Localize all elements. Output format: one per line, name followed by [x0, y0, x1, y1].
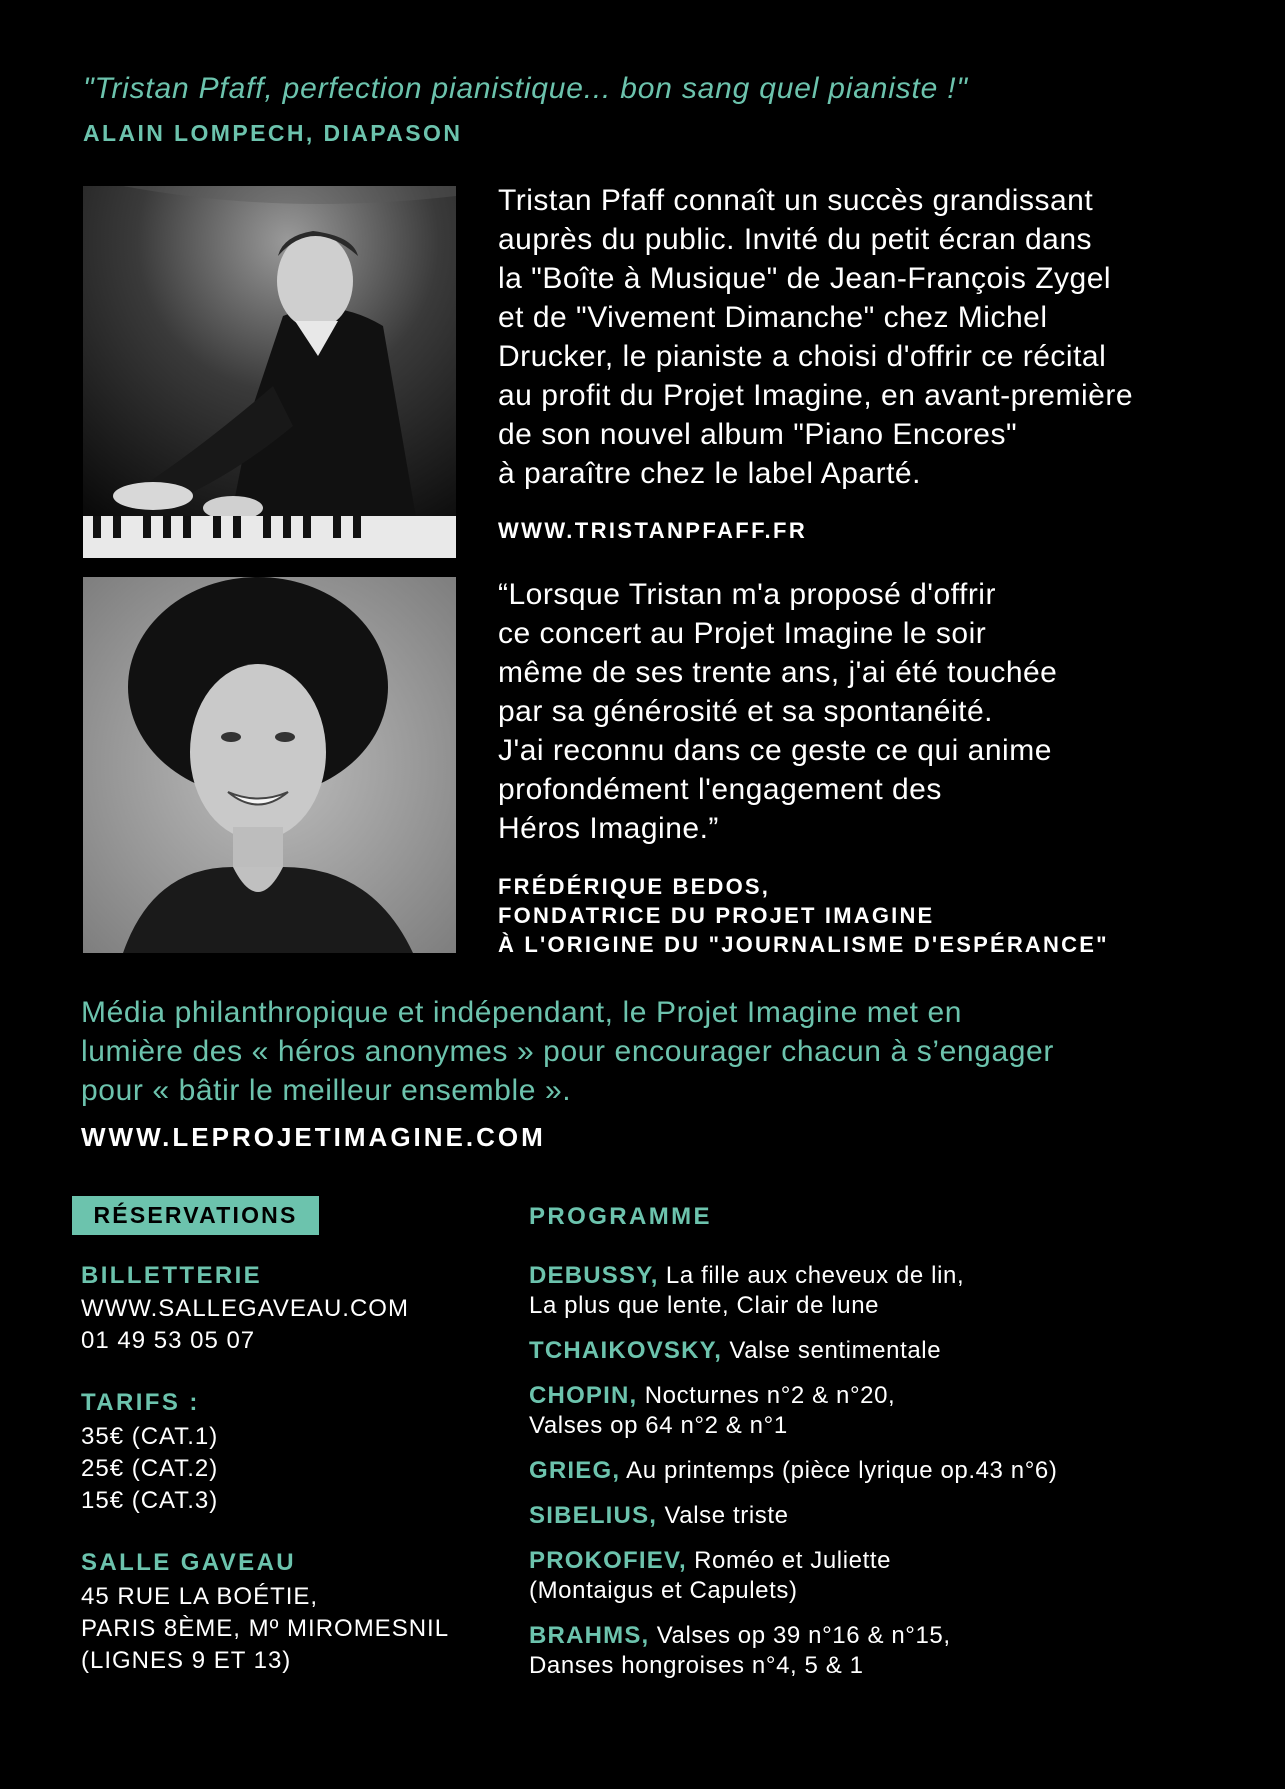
works-list: La fille aux cheveux de lin, La plus que lente, Clair de lune — [529, 1262, 965, 1319]
tarifs-heading: TARIFS : — [81, 1389, 200, 1416]
composer-name: BRAHMS, — [529, 1622, 650, 1649]
reservations-badge: RÉSERVATIONS — [72, 1196, 319, 1235]
venue-heading: SALLE GAVEAU — [81, 1549, 297, 1576]
works-list: Valses op 39 n°16 & n°15, Danses hongroises n°4, 5 & 1 — [529, 1622, 951, 1679]
programme-item — [529, 1336, 1249, 1366]
composer-name: DEBUSSY, — [529, 1262, 659, 1289]
press-quote-author: ALAIN LOMPECH, DIAPASON — [83, 120, 463, 146]
imagine-website-link[interactable]: WWW.LEPROJETIMAGINE.COM — [81, 1122, 546, 1152]
composer-name: PROKOFIEV, — [529, 1547, 687, 1574]
founder-quote: “Lorsque Tristan m'a proposé d'offrir ce concert au Projet Imagine le soir même de ses trente ans, j'ai été touchée par sa générosité et sa spontanéité. J'ai reconnu dans ce geste ce qui anime profondément l'engagement des Héros Imagine.” — [498, 578, 1058, 845]
tarifs-list: 35€ (CAT.1) 25€ (CAT.2) 15€ (CAT.3) — [81, 1423, 219, 1514]
programme-item — [529, 1381, 1249, 1441]
bio-paragraph: Tristan Pfaff connaît un succès grandissant auprès du public. Invité du petit écran dans la "Boîte à Musique" de Jean-François Zygel et de "Vivement Dimanche" chez Michel Drucker, le pianiste a choisi d'offrir ce récital au profit du Projet Imagine, en avant-première de son nouvel album "Piano Encores" à paraître chez le label Aparté. — [498, 184, 1133, 490]
composer-name: GRIEG, — [529, 1457, 621, 1484]
programme-item — [529, 1621, 1249, 1681]
composer-name: SIBELIUS, — [529, 1502, 658, 1529]
venue-address: 45 RUE LA BOÉTIE, PARIS 8ÈME, Mº MIROMESNIL (LIGNES 9 ET 13) — [81, 1583, 450, 1674]
imagine-description: Média philanthropique et indépendant, le Projet Imagine met en lumière des « héros anonymes » pour encourager chacun à s’engager pour « bâtir le meilleur ensemble ». — [81, 996, 1054, 1107]
works-list: Valse sentimentale — [729, 1337, 942, 1364]
pianist-photo — [83, 186, 456, 558]
programme-item — [529, 1261, 1249, 1321]
programme-item — [529, 1501, 1249, 1531]
founder-portrait-photo — [83, 577, 456, 953]
programme-item — [529, 1456, 1249, 1486]
works-list: Valse triste — [664, 1502, 789, 1529]
works-list: Roméo et Juliette (Montaigus et Capulets) — [529, 1547, 892, 1604]
billetterie-heading: BILLETTERIE — [81, 1262, 263, 1289]
press-quote: "Tristan Pfaff, perfection pianistique... bon sang quel pianiste !" — [83, 72, 968, 105]
programme-heading: PROGRAMME — [529, 1203, 712, 1230]
tristan-website-link[interactable]: WWW.TRISTANPFAFF.FR — [498, 518, 808, 543]
founder-signature: FRÉDÉRIQUE BEDOS, FONDATRICE DU PROJET IMAGINE À L'ORIGINE DU "JOURNALISME D'ESPÉRANCE" — [498, 874, 1109, 957]
works-list: Nocturnes n°2 & n°20, Valses op 64 n°2 & n°1 — [529, 1382, 896, 1439]
composer-name: TCHAIKOVSKY, — [529, 1337, 723, 1364]
programme-list — [529, 1261, 1249, 1696]
programme-item — [529, 1546, 1249, 1606]
works-list: Au printemps (pièce lyrique op.43 n°6) — [626, 1457, 1058, 1484]
composer-name: CHOPIN, — [529, 1382, 638, 1409]
billetterie-details: WWW.SALLEGAVEAU.COM 01 49 53 05 07 — [81, 1295, 409, 1354]
